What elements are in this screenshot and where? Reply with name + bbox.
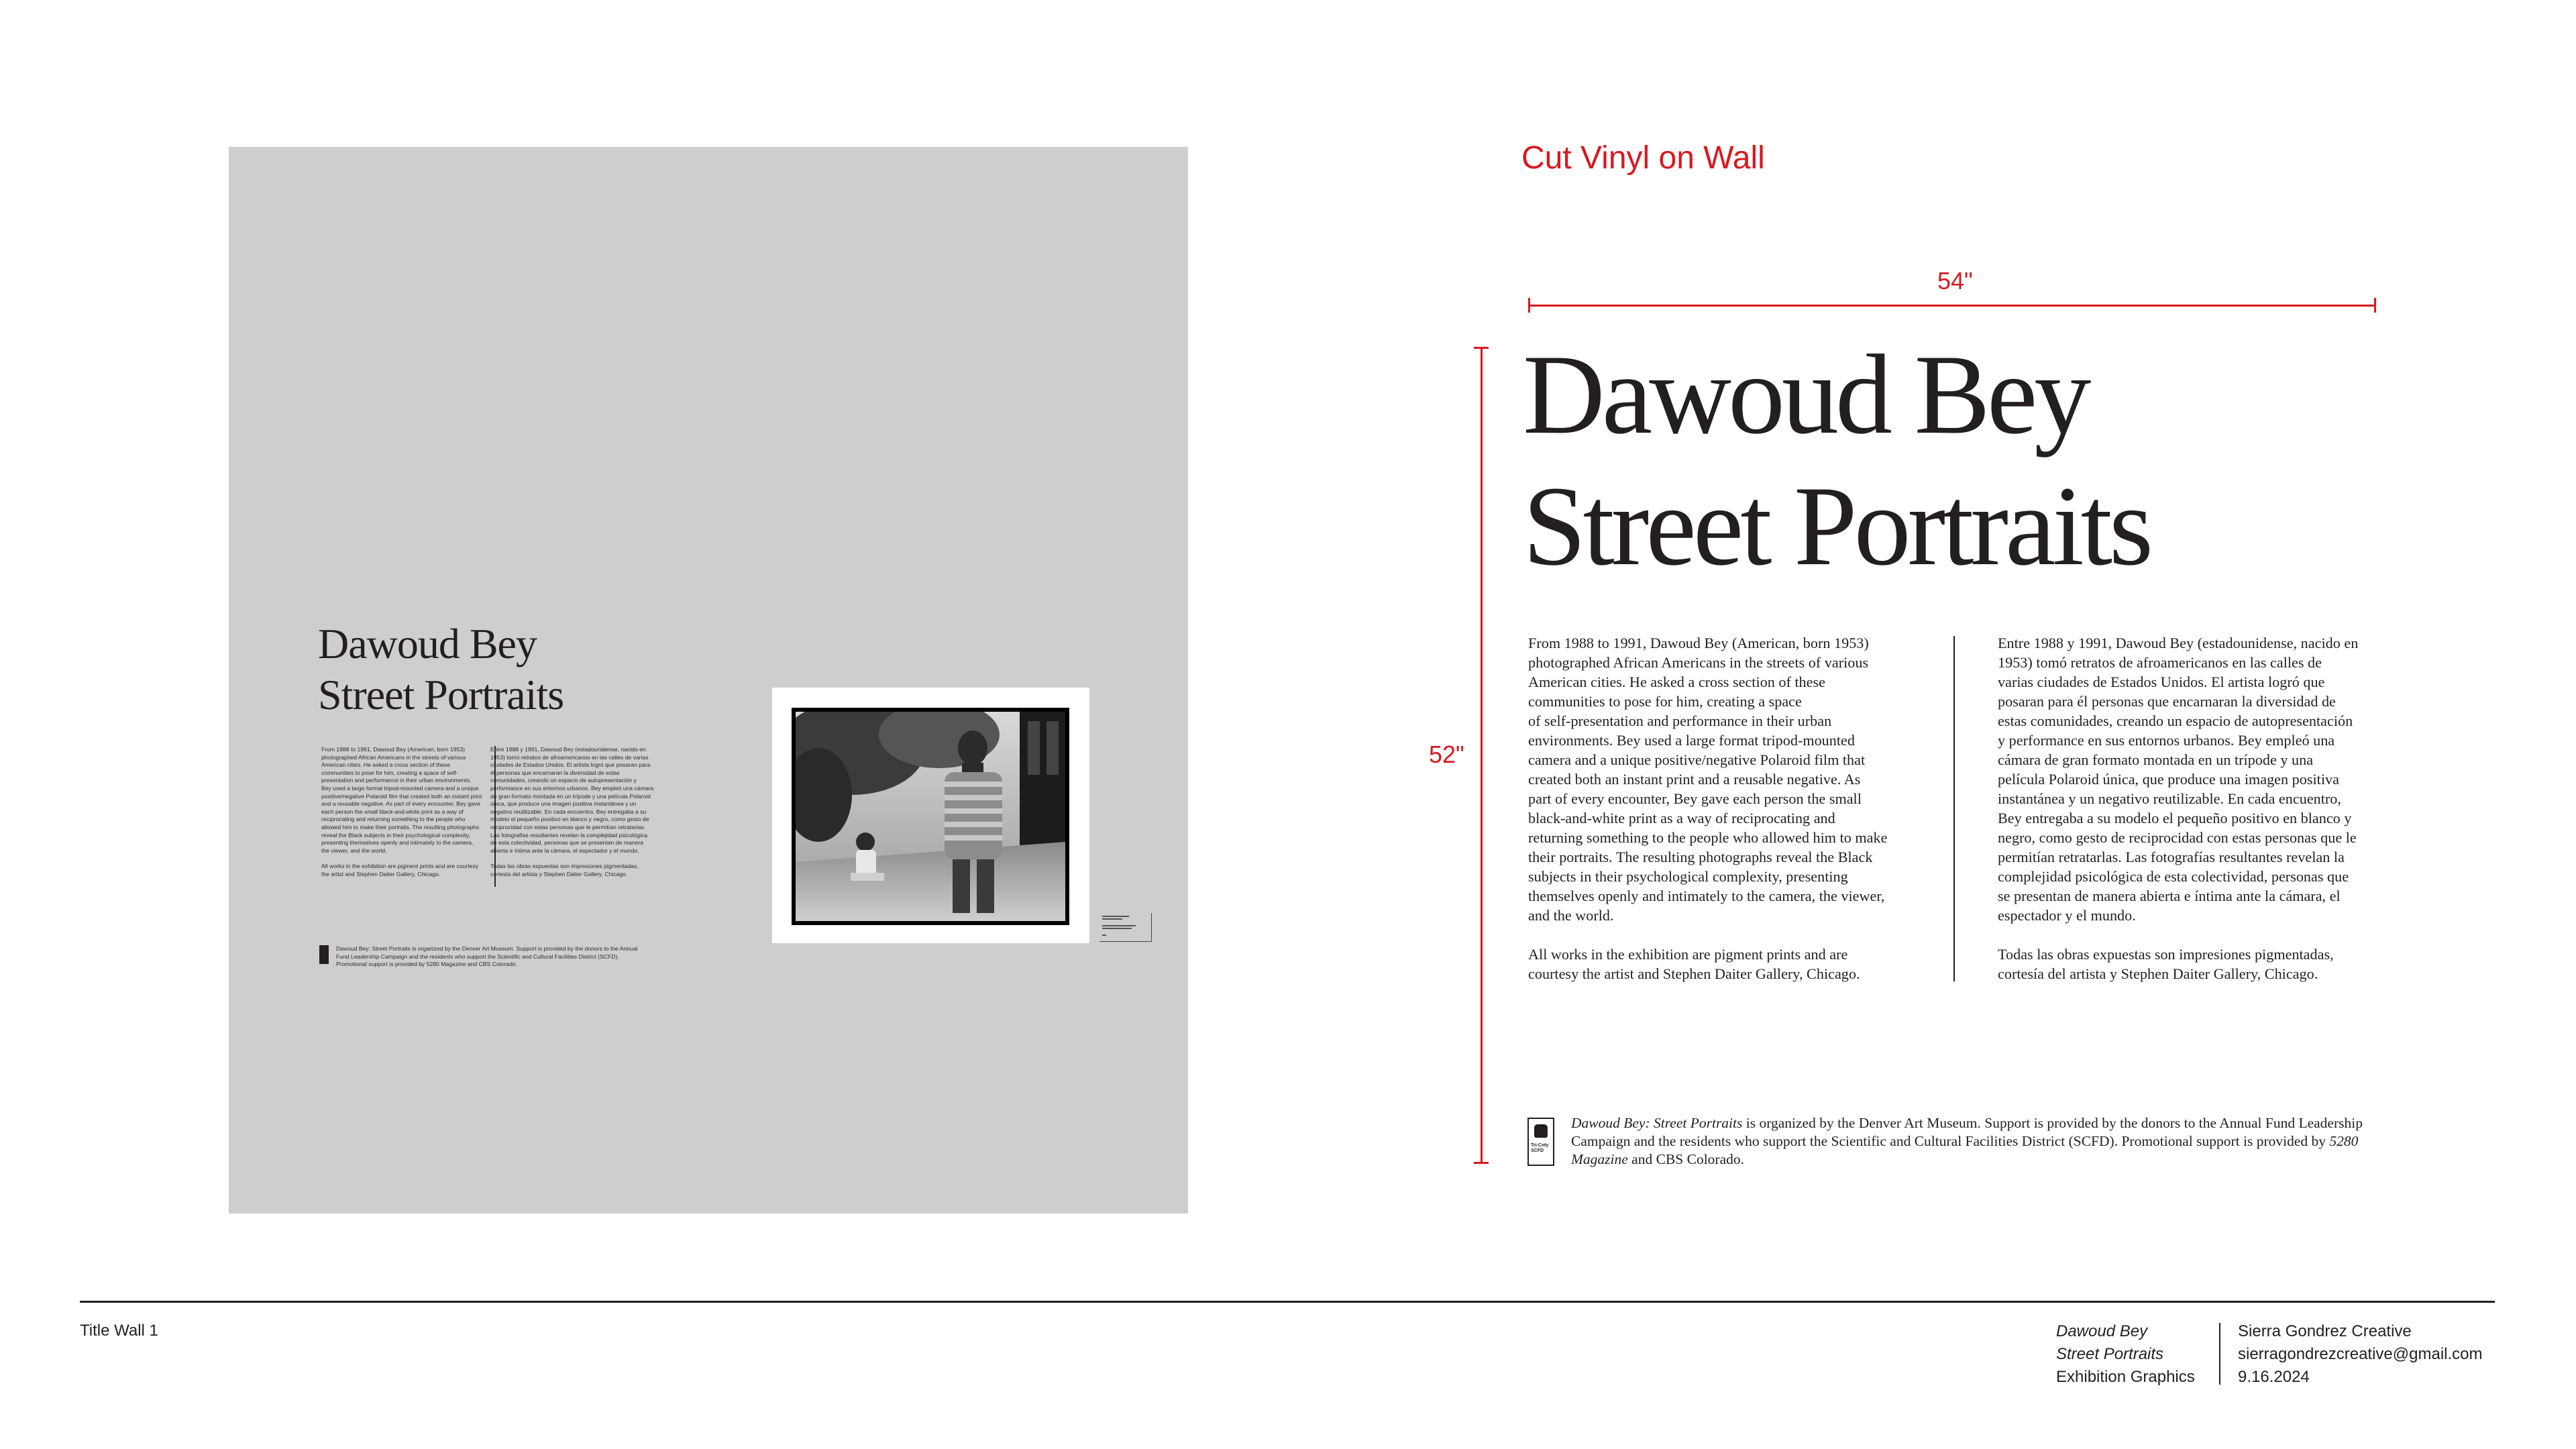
mockup-title-line1: Dawoud Bey: [318, 620, 537, 667]
dimension-tick: [2374, 298, 2376, 313]
credit-exhibition-title: Dawoud Bey: Street Portraits: [1571, 1115, 1743, 1131]
dimension-tick: [1474, 347, 1489, 349]
credit-magazine: 5280 Magazine: [1571, 1133, 2359, 1167]
credit-text-part1: is organized by the Denver Art Museum. Support is provided by the donors to the Annual Fund Leadership Campaign and the residents who support the Scientific and Cultural Facilities District (SCFD). Promotional support is provided by: [1571, 1115, 2363, 1149]
street-portrait-image: [792, 708, 1069, 925]
label-line: [1102, 918, 1122, 920]
label-line: [1102, 934, 1106, 936]
width-dimension-line: [1528, 305, 2376, 307]
label-line: [1102, 928, 1132, 929]
dimension-tick: [1528, 298, 1530, 313]
sheet-name: Title Wall 1: [80, 1322, 158, 1340]
credit-text-part2: and CBS Colorado.: [1627, 1151, 1744, 1167]
credit-line: [1571, 1114, 2376, 1169]
mockup-credit-line: Dawoud Bey: Street Portraits is organized by the Denver Art Museum. Support is provided by the donors to the Annual Fund Leadership Campaign and the residents who support the Scientific and Cultural Facilities District (SCFD). Promotional support is provided by 5280 Magazine and CBS Colorado.: [336, 945, 638, 968]
scfd-logo-label: Tri-Cnty SCFD: [1531, 1143, 1549, 1153]
mockup-scfd-logo-icon: [319, 945, 329, 964]
intro-text-english: From 1988 to 1991, Dawoud Bey (American, born 1953) photographed African Americans in the streets of various American cities. He asked a cross section of these communities to pose for him, creating a space of self-presentation and performance in their urban environments. Bey used a large format tripod-mounted camera and a unique positive/negative Polaroid film that created both an instant print and a reusable negative. As part of every encounter, Bey gave each person the small black-and-white print as a way of reciprocating and returning something to the people who allowed him to make their portraits. The resulting photographs reveal the Black subjects in their psychological complexity, presenting themselves openly and intimately to the camera, the viewer, and the world. All works in the exhibition are pigment prints and are courtesy the artist and Stephen Daiter Gallery, Chicago.: [1528, 635, 1888, 982]
height-dimension-line: [1481, 347, 1483, 1164]
dimension-tick: [1474, 1162, 1489, 1164]
height-dimension-label: 52": [1429, 741, 1464, 768]
project-title-line1: Dawoud Bey: [2056, 1322, 2148, 1340]
object-label-placeholder: [1099, 913, 1152, 942]
project-type: Exhibition Graphics: [2056, 1368, 2195, 1386]
intro-text-spanish: Entre 1988 y 1991, Dawoud Bey (estadounidense, nacido en 1953) tomó retratos de afroamericanos en las calles de varias ciudades de Estados Unidos. El artista logró que posaran para él personas que encarnaran la diversidad de estas comunidades, creando un espacio de autopresentación y performance en sus entornos urbanos. Bey empleó una cámara de gran formato montada en un trípode y una película Polaroid única, que produce una imagen positiva instantánea y un negativo reutilizable. En cada encuentro, Bey entregaba a su modelo el pequeño positivo en blanco y negro, como gesto de reciprocidad con estas personas que le permitían retratarlas. Las fotografías resultantes revelan la complejidad psicológica de esta colectividad, personas que se presentan de manera abierta e íntima ante la cámara, el espectador y el mundo. Todas las obras expuestas son impresiones pigmentadas, cortesía del artista y Stephen Daiter Gallery, Chicago.: [1998, 635, 2359, 982]
photo-mount: [772, 688, 1089, 943]
project-info: [2056, 1320, 2195, 1389]
project-title-line2: Street Portraits: [2056, 1345, 2164, 1363]
street-portrait-photo: [792, 708, 1069, 925]
label-line: [1102, 916, 1129, 917]
label-line: [1102, 925, 1136, 926]
footer-rule: [80, 1301, 2495, 1303]
wall-mockup: [229, 147, 1188, 1214]
column-divider: [1953, 636, 1955, 981]
bear-icon: [1534, 1124, 1548, 1138]
mockup-title-line2: Street Portraits: [318, 671, 564, 718]
spec-heading: Cut Vinyl on Wall: [1521, 140, 1765, 176]
footer-divider: [2219, 1323, 2220, 1385]
mockup-body-spanish: Entre 1988 y 1991, Dawoud Bey (estadounidense, nacido en 1953) tomó retratos de afroamericanos en las calles de varias ciudades de Estados Unidos. El artista logró que posaran para él personas que encarnaran la diversidad de estas comunidades, creando un espacio de autopresentación y performance en sus entornos urbanos. Bey empleó una cámara de gran formato montada en un trípode y una película Polaroid única, que produce una imagen positiva instantánea y un negativo reutilizable. En cada encuentro, Bey entregaba a su modelo el pequeño positivo en blanco y negro, como gesto de reciprocidad con estas personas que le permitían retratarlas. Las fotografías resultantes revelan la complejidad psicológica de esta colectividad, personas que se presentan de manera abierta e íntima ante la cámara, el espectador y el mundo. Todas las obras expuestas son impresiones pigmentadas, cortesía del artista y Stephen Daiter Gallery, Chicago.: [490, 746, 654, 877]
scfd-logo-icon: [1527, 1118, 1554, 1166]
sheet-date: 9.16.2024: [2238, 1368, 2310, 1386]
studio-email: sierragondrezcreative@gmail.com: [2238, 1345, 2483, 1363]
studio-name: Sierra Gondrez Creative: [2238, 1322, 2412, 1340]
studio-info: [2238, 1320, 2483, 1389]
exhibition-title: [1523, 329, 2150, 592]
width-dimension-label: 54": [1937, 267, 1973, 294]
title-line1: Dawoud Bey: [1523, 331, 2088, 458]
mockup-body-english: From 1988 to 1991, Dawoud Bey (American, born 1953) photographed African Americans in the streets of various American cities. He asked a cross section of these communities to pose for him, creating a space of self-presentation and performance in their urban environments. Bey used a large format tripod-mounted camera and a unique positive/negative Polaroid film that created both an instant print and a reusable negative. As part of every encounter, Bey gave each person the small black-and-white print as a way of reciprocating and returning something to the people who allowed him to make their portraits. The resulting photographs reveal the Black subjects in their psychological complexity, presenting themselves openly and intimately to the camera, the viewer, and the world. All works in the exhibition are pigment prints and are courtesy the artist and Stephen Daiter Gallery, Chicago.: [321, 746, 482, 877]
mockup-title: [318, 619, 564, 720]
title-line2: Street Portraits: [1523, 463, 2151, 589]
